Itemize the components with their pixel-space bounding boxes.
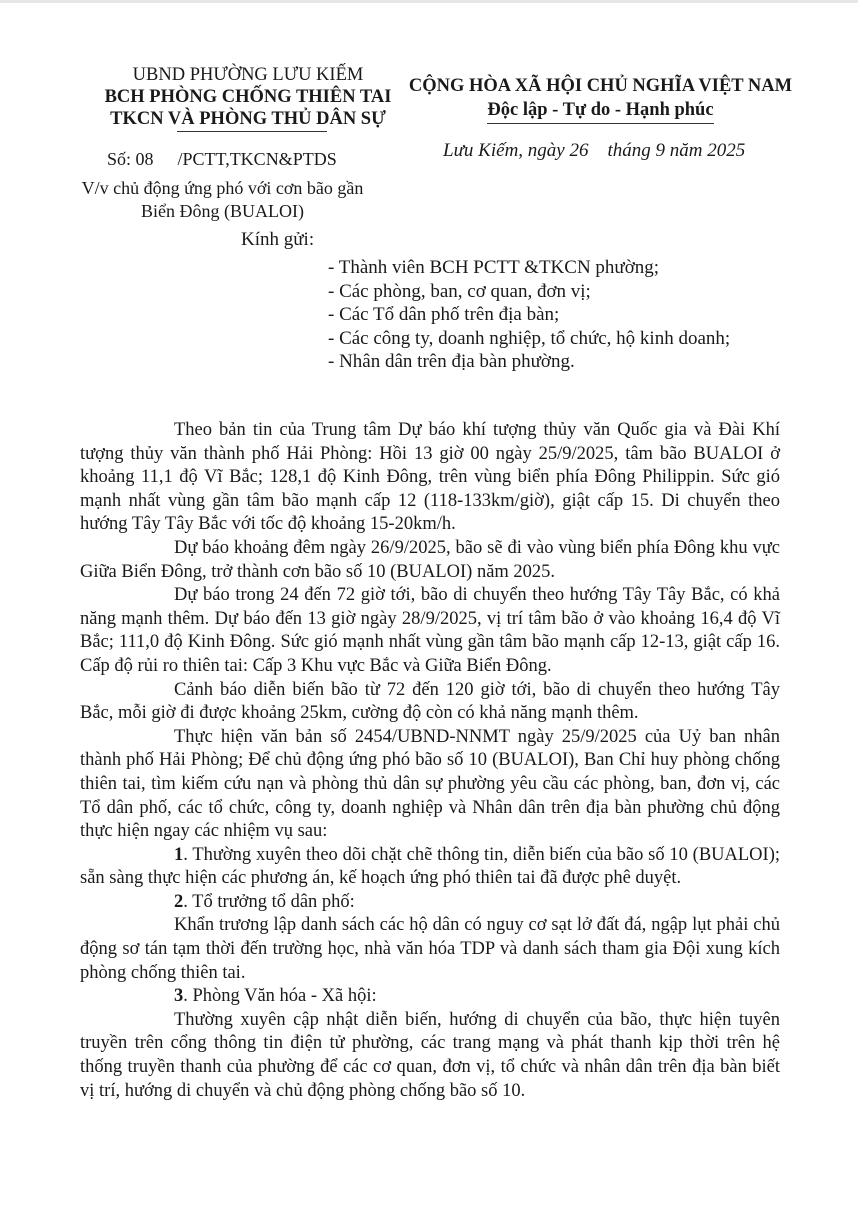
recipients-list xyxy=(328,256,730,374)
agency-line-2: BCH PHÒNG CHỐNG THIÊN TAI xyxy=(104,87,392,107)
task-item-2-body: Khẩn trương lập danh sách các hộ dân có nguy cơ sạt lở đất đá, ngập lụt phải chủ động sơ tán tạm thời đến trường học, nhà văn hóa TDP và danh sách tham gia Đội xung kích phòng chống thiên tai. xyxy=(80,915,780,983)
paragraph-implementation: Thực hiện văn bản số 2454/UBND-NNMT ngày 25/9/2025 của Uỷ ban nhân thành phố Hải Phòng; Để chủ động ứng phó bão số 10 (BUALOI), Ban Chỉ huy phòng chống thiên tai, tìm kiếm cứu nạn và phòng thủ dân sự phường yêu cầu các phòng, ban, đơn vị, các Tổ dân phố, các tổ chức, công ty, doanh nghiệp và Nhân dân trên địa bàn phường chủ động thực hiện ngay các nhiệm vụ sau: xyxy=(80,726,780,842)
task-number: 3 xyxy=(174,986,184,1007)
task-item-1 xyxy=(80,844,780,891)
recipient-item: - Nhân dân trên địa bàn phường. xyxy=(328,351,575,373)
document-body xyxy=(80,419,780,1103)
task-item-3 xyxy=(80,985,780,1009)
task-text: . Tổ trưởng tổ dân phố: xyxy=(183,891,355,912)
document-number xyxy=(107,149,337,170)
date-line: Lưu Kiếm, ngày 26 tháng 9 năm 2025 xyxy=(443,140,746,161)
top-border xyxy=(0,0,858,3)
agency-line-3: TKCN VÀ PHÒNG THỦ DÂN SỰ xyxy=(110,109,386,129)
subject-line-1: V/v chủ động ứng phó với cơn bão gần xyxy=(81,178,364,198)
greeting: Kính gửi: xyxy=(241,229,315,250)
paragraph-forecast-bulletin: Theo bản tin của Trung tâm Dự báo khí tượng thủy văn Quốc gia và Đài Khí tượng thủy văn thành phố Hải Phòng: Hồi 13 giờ 00 ngày 25/9/2025, tâm bão BUALOI ở khoảng 11,1 độ Vĩ Bắc; 128,1 độ Kinh Đông, trên vùng biển phía Đông Philippin. Sức gió mạnh nhất vùng gần tâm bão mạnh cấp 12 (118-133km/giờ), giật cấp 15. Di chuyển theo hướng Tây Tây Bắc với tốc độ khoảng 15-20km/h. xyxy=(80,420,780,535)
agency-underline xyxy=(177,131,327,132)
recipient-item: - Các phòng, ban, cơ quan, đơn vị; xyxy=(328,280,591,302)
recipient-item: - Thành viên BCH PCTT &TKCN phường; xyxy=(328,257,660,278)
task-item-2 xyxy=(80,891,780,915)
task-text: . Phòng Văn hóa - Xã hội: xyxy=(183,986,377,1007)
national-title: CỘNG HÒA XÃ HỘI CHỦ NGHĨA VIỆT NAM xyxy=(408,76,793,96)
task-number: 2 xyxy=(174,891,184,912)
document-subject xyxy=(80,177,365,223)
national-header xyxy=(403,74,798,124)
task-item-3-body: Thường xuyên cập nhật diễn biến, hướng di chuyển của bão, thực hiện tuyên truyền trên cổng thông tin điện tử phường, các trang mạng và phát thanh kịp thời trên hệ thống truyền thanh của phường để các cơ quan, đơn vị, tổ chức và nhân dân trên địa bàn biết vị trí, hướng di chuyển và chủ động phòng chống bão số 10. xyxy=(80,1009,780,1101)
recipient-item: - Các Tổ dân phố trên địa bàn; xyxy=(328,304,560,326)
paragraph-night-forecast: Dự báo khoảng đêm ngày 26/9/2025, bão sẽ đi vào vùng biển phía Đông khu vực Giữa Biển Đông, trở thành cơn bão số 10 (BUALOI) năm 2025. xyxy=(80,537,780,582)
national-motto: Độc lập - Tự do - Hạnh phúc xyxy=(487,98,713,124)
recipient-item: - Các công ty, doanh nghiệp, tổ chức, hộ kinh doanh; xyxy=(328,327,731,349)
document-number-code: /PCTT,TKCN&PTDS xyxy=(177,149,337,169)
task-text: . Thường xuyên theo dõi chặt chẽ thông tin, diễn biến của bão số 10 (BUALOI); sẵn sàng thực hiện các phương án, kế hoạch ứng phó thiên tai đã được phê duyệt. xyxy=(80,844,780,889)
document-number-prefix: Số: 08 xyxy=(107,149,154,169)
issuing-agency-header xyxy=(78,64,418,132)
subject-line-2: Biển Đông (BUALOI) xyxy=(141,201,304,221)
paragraph-72-120h-warning: Cảnh báo diễn biến bão từ 72 đến 120 giờ tới, bão di chuyển theo hướng Tây Bắc, mỗi giờ đi được khoảng 25km, cường độ còn có khả năng mạnh thêm. xyxy=(80,679,780,724)
task-number: 1 xyxy=(174,844,184,865)
agency-line-1: UBND PHƯỜNG LƯU KIẾM xyxy=(132,65,364,85)
paragraph-24-72h-forecast: Dự báo trong 24 đến 72 giờ tới, bão di chuyển theo hướng Tây Tây Bắc, có khả năng mạnh thêm. Dự báo đến 13 giờ ngày 28/9/2025, vị trí tâm bão ở vào khoảng 16,4 độ Vĩ Bắc; 111,0 độ Kinh Đông. Sức gió mạnh nhất vùng gần tâm bão mạnh cấp 12-13, giật cấp 16. Cấp độ rủi ro thiên tai: Cấp 3 Khu vực Bắc và Giữa Biển Đông. xyxy=(80,585,780,676)
